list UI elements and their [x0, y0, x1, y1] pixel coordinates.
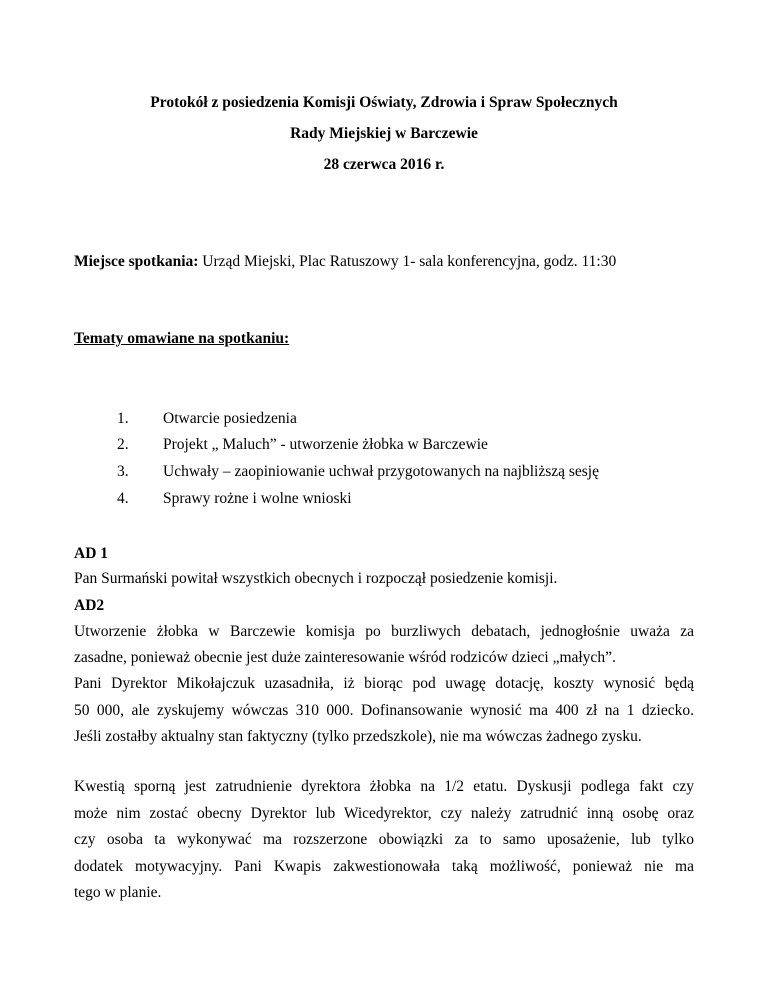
topic-item [0, 490, 768, 510]
topics-heading: Tematy omawiane na spotkaniu: [74, 330, 290, 347]
meeting-place [74, 253, 616, 271]
topic-number: 2. [117, 436, 129, 453]
ad2-paragraph1-line: 50 000, ale zyskujemy wówczas 310 000. Dofinansowanie wynosić ma 400 zł na 1 dziecko. [74, 702, 694, 719]
topic-number: 1. [117, 410, 129, 427]
topic-number: 3. [117, 463, 129, 480]
ad2-heading: AD2 [74, 597, 105, 614]
ad2-paragraph1-line: zasadne, ponieważ obecnie jest duże zainteresowanie wśród rodziców dzieci „małych”. [74, 649, 616, 666]
ad1-heading: AD 1 [74, 545, 109, 562]
meeting-place-label: Miejsce spotkania: [74, 253, 199, 270]
ad2-paragraph1-line: Pani Dyrektor Mikołajczuk uzasadniła, iż biorąc pod uwagę dotację, koszty wynosić będą [74, 675, 694, 692]
topic-text: Sprawy rożne i wolne wnioski [163, 490, 352, 507]
ad2-paragraph2-line: czy osoba ta wykonywać ma rozszerzone obowiązki za to samo uposażenie, lub tylko [74, 831, 694, 848]
ad2-paragraph2-line: tego w planie. [74, 884, 162, 901]
meeting-place-value: Urząd Miejski, Plac Ratuszowy 1- sala konferencyjna, godz. 11:30 [198, 253, 617, 270]
topic-number: 4. [117, 490, 129, 507]
ad2-paragraph1-line: Utworzenie żłobka w Barczewie komisja po burzliwych debatach, jednogłośnie uważa za [74, 623, 694, 640]
document-title-line-2: Rady Miejskiej w Barczewie [290, 125, 478, 142]
topic-item [0, 463, 768, 483]
topic-text: Otwarcie posiedzenia [163, 410, 297, 427]
document-title-line-1: Protokół z posiedzenia Komisji Oświaty, Zdrowia i Spraw Społecznych [150, 94, 618, 111]
ad2-paragraph2-line: dodatek motywacyjny. Pani Kwapis zakwestionowała taką możliwość, ponieważ nie ma [74, 858, 694, 875]
document-date: 28 czerwca 2016 r. [323, 156, 445, 173]
ad2-paragraph1-line: Jeśli zostałby aktualny stan faktyczny (tylko przedszkole), nie ma wówczas żadnego zysku. [74, 728, 642, 745]
topic-item [0, 410, 768, 430]
topic-text: Uchwały – zaopiniowanie uchwał przygotowanych na najbliższą sesję [163, 463, 599, 480]
topic-item [0, 436, 768, 456]
ad2-paragraph2-line: może nim zostać obecny Dyrektor lub Wicedyrektor, czy należy zatrudnić inną osobę oraz [74, 805, 694, 822]
ad2-paragraph2-line: Kwestią sporną jest zatrudnienie dyrektora żłobka na 1/2 etatu. Dyskusji podlega fakt czy [74, 778, 694, 795]
ad1-text: Pan Surmański powitał wszystkich obecnych i rozpoczął posiedzenie komisji. [74, 570, 558, 587]
topic-text: Projekt „ Maluch” - utworzenie żłobka w Barczewie [163, 436, 488, 453]
